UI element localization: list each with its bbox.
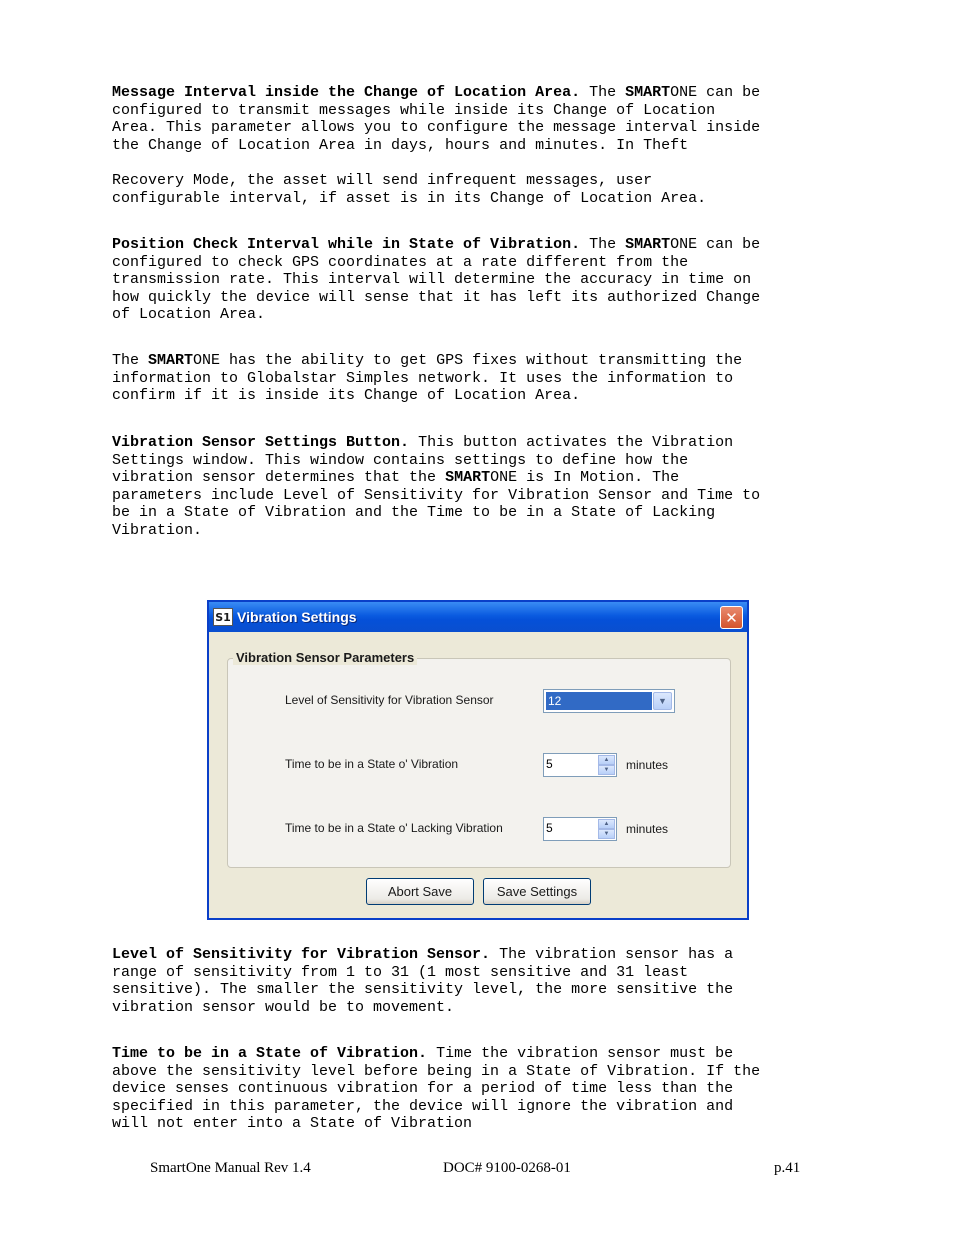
text-run: Time the vibration sensor must be	[427, 1045, 734, 1062]
chevron-down-icon[interactable]: ▼	[653, 692, 672, 710]
footer-doc-number: DOC# 9100-0268-01	[443, 1160, 571, 1176]
lacking-time-value: 5	[546, 821, 553, 835]
close-icon: ✕	[725, 609, 738, 627]
heading-position-check: Position Check Interval while in State of Vibration.	[112, 236, 581, 253]
paragraph-vibration-button	[112, 434, 802, 540]
heading-message-interval: Message Interval inside the Change of Location Area.	[112, 84, 581, 101]
vibration-time-stepper[interactable]	[543, 753, 617, 777]
vibration-time-value: 5	[546, 757, 553, 771]
spin-up-icon[interactable]: ▲	[598, 819, 615, 829]
paragraph-body: range of sensitivity from 1 to 31 (1 most sensitive and 31 least sensitive). The smaller the sensitivity level, the more sensitive the vibration sensor would be to movement.	[112, 963, 734, 1016]
text-run: ONE can be	[670, 236, 761, 253]
group-title: Vibration Sensor Parameters	[233, 650, 417, 665]
text-run: This button activates the Vibration	[409, 434, 734, 451]
text-run: Settings window. This window contains settings to define how the	[112, 451, 689, 469]
heading-time-vibration: Time to be in a State of Vibration.	[112, 1045, 428, 1062]
paragraph-message-interval	[112, 84, 802, 154]
text-run: The	[112, 352, 149, 369]
text-run: ONE has the ability to get GPS fixes without transmitting the	[193, 352, 743, 369]
paragraph-sensitivity-level	[112, 946, 802, 1016]
heading-vibration-button: Vibration Sensor Settings Button.	[112, 434, 410, 451]
spin-down-icon[interactable]: ▼	[598, 765, 615, 775]
dialog-titlebar[interactable]	[209, 602, 747, 632]
vibration-time-unit: minutes	[626, 758, 669, 772]
app-icon: S1	[213, 608, 233, 626]
paragraph-theft-recovery: Recovery Mode, the asset will send infrequent messages, user configurable interval, if asset is in its Change of Location Area.	[112, 172, 707, 207]
spin-down-icon[interactable]: ▼	[598, 829, 615, 839]
lacking-time-label: Time to be in a State o' Lacking Vibration	[285, 821, 503, 835]
paragraph-body: configured to transmit messages while inside its Change of Location Area. This parameter allows you to configure the message interval inside the Change of Location Area in days, hours and minutes. In Theft	[112, 101, 761, 154]
footer-manual-rev: SmartOne Manual Rev 1.4	[150, 1160, 311, 1176]
paragraph-position-check	[112, 236, 802, 324]
text-run: ONE can be	[670, 84, 761, 101]
paragraph-body: configured to check GPS coordinates at a rate different from the transmission rate. This interval will determine the accuracy in time on how quickly the device will sense that it has left its authorized Change of Location Area.	[112, 253, 761, 324]
paragraph-time-vibration	[112, 1045, 802, 1133]
text-run: vibration sensor determines that the	[112, 469, 446, 487]
brand-smart: SMART	[625, 236, 671, 253]
close-button[interactable]	[720, 606, 743, 629]
save-settings-button[interactable]: Save Settings	[483, 878, 591, 905]
footer-page-number: p.41	[774, 1160, 801, 1176]
sensitivity-select[interactable]	[543, 689, 675, 713]
sensitivity-value: 12	[546, 692, 652, 710]
paragraph-body: parameters include Level of Sensitivity for Vibration Sensor and Time to be in a State of Vibration and the Time to be in a State of Lacking Vibration.	[112, 486, 761, 539]
vibration-settings-dialog	[207, 600, 749, 920]
spin-up-icon[interactable]: ▲	[598, 755, 615, 765]
text-run: The	[580, 84, 626, 101]
paragraph-body: above the sensitivity level before being in a State of Vibration. If the device senses continuous vibration for a period of time less than the specified in this parameter, the device will ignore the vibration and will not enter into a State of Vibration	[112, 1062, 761, 1133]
heading-sensitivity-level: Level of Sensitivity for Vibration Sensor.	[112, 946, 491, 963]
paragraph-gps-fixes	[112, 352, 802, 405]
lacking-time-stepper[interactable]	[543, 817, 617, 841]
text-run: The	[580, 236, 626, 253]
sensitivity-label: Level of Sensitivity for Vibration Sensor	[285, 693, 494, 707]
vibration-time-label: Time to be in a State o' Vibration	[285, 757, 459, 771]
abort-save-button[interactable]: Abort Save	[366, 878, 474, 905]
lacking-time-unit: minutes	[626, 822, 669, 836]
text-run: ONE is In Motion. The	[490, 469, 680, 487]
brand-smart: SMART	[445, 469, 491, 487]
paragraph-body: information to Globalstar Simples network. It uses the information to confirm if it is inside its Change of Location Area.	[112, 369, 734, 405]
brand-smart: SMART	[625, 84, 671, 101]
brand-smart: SMART	[148, 352, 194, 369]
dialog-title: Vibration Settings	[237, 609, 357, 625]
text-run: The vibration sensor has a	[490, 946, 734, 963]
